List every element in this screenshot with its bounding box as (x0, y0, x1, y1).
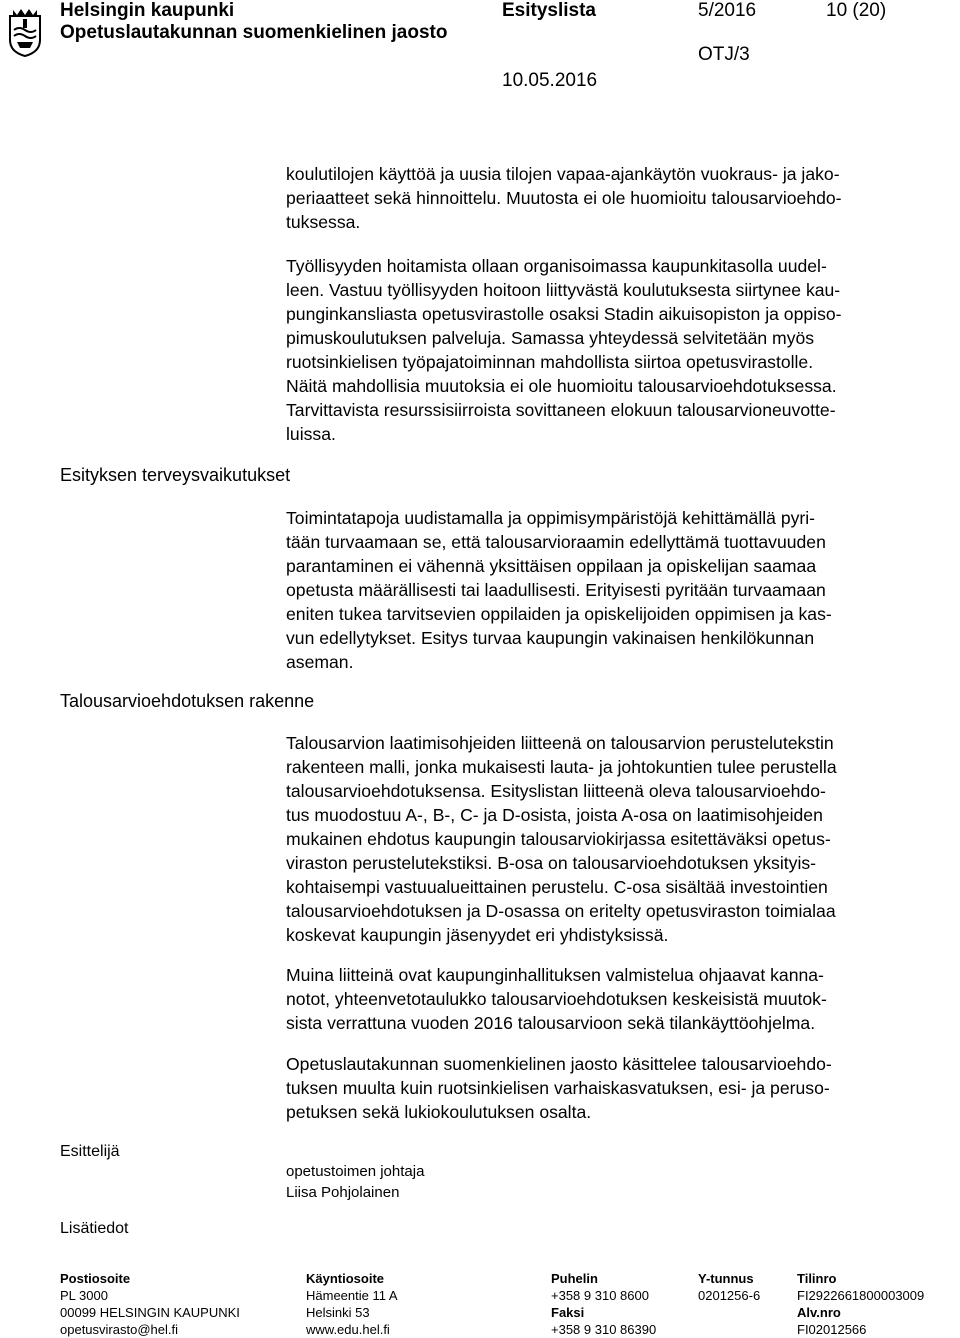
footer-label: Käyntiosoite (306, 1271, 385, 1286)
text-line: notot, yhteenvetotaulukko talousarvioehdotuksen keskeisistä muutok- (286, 989, 827, 1009)
page-number: 10 (20) (826, 0, 887, 21)
paragraph-employment (286, 254, 946, 446)
board-name: Opetuslautakunnan suomenkielinen jaosto (60, 22, 448, 43)
footer-business-id (698, 1270, 760, 1304)
text-line: parantaminen ei vähennä yksittäisen oppilaan ja opiskelijan saamaa (286, 556, 817, 576)
presenter-name: Liisa Pohjolainen (286, 1184, 400, 1201)
footer-value: +358 9 310 8600 (551, 1288, 649, 1303)
text-line: tus muodostuu A-, B-, C- ja D-osista, joista A-osa on laatimisohjeiden (286, 805, 823, 825)
issue-number: 5/2016 (698, 0, 757, 21)
paragraph-budget-structure (286, 731, 946, 947)
text-line: petuksen sekä lukiokoulutuksen osalta. (286, 1102, 592, 1122)
footer-label: Faksi (551, 1305, 585, 1320)
text-line: Talousarvion laatimisohjeiden liitteenä on talousarvion perustelutekstin (286, 733, 834, 753)
text-line: koulutilojen käyttöä ja uusia tilojen vapaa-ajankäytön vuokraus- ja jako- (286, 164, 840, 184)
text-line: talousarvioehdotuksensa. Esityslistan liitteenä oleva talousarvioehdo- (286, 781, 826, 801)
text-line: ruotsinkielisen työpajatoiminnan mahdollista siirtoa opetusvirastolle. (286, 352, 814, 372)
label-budget-structure: Talousarvioehdotuksen rakenne (60, 691, 315, 711)
text-line: tuksen muulta kuin ruotsinkielisen varhaiskasvatuksen, esi- ja peruso- (286, 1078, 830, 1098)
text-line: tuksessa. (286, 212, 361, 232)
footer-value: +358 9 310 86390 (551, 1322, 657, 1337)
text-line: Opetuslautakunnan suomenkielinen jaosto käsittelee talousarvioehdo- (286, 1054, 832, 1074)
paragraph-scope (286, 1052, 946, 1124)
text-line: luissa. (286, 424, 336, 444)
footer-account (797, 1270, 924, 1338)
text-line: koskevat kaupungin jäsenyydet eri yhdistyksissä. (286, 925, 669, 945)
text-line: vun edellytykset. Esitys turvaa kaupungin vakinaisen henkilökunnan (286, 628, 815, 648)
footer-website: www.edu.hel.fi (306, 1322, 390, 1337)
footer-visiting-address (306, 1270, 398, 1338)
text-line: opetusta määrällisesti tai laadullisesti. Erityisesti pyritään turvaamaan (286, 580, 826, 600)
org-name: Helsingin kaupunki (60, 0, 235, 21)
footer-email: opetusvirasto@hel.fi (60, 1322, 178, 1337)
footer-label: Puhelin (551, 1271, 598, 1286)
paragraph-school-facilities (286, 162, 946, 234)
footer-label: Y-tunnus (698, 1271, 754, 1286)
text-line: Tarvittavista resurssisiirroista sovittaneen elokuun talousarvioneuvotte- (286, 400, 836, 420)
text-line: Näitä mahdollisia muutoksia ei ole huomioitu talousarvioehdotuksessa. (286, 376, 837, 396)
text-line: leen. Vastuu työllisyyden hoitoon liittyvästä koulutuksesta siirtynee kau- (286, 280, 841, 300)
agenda-item-code: OTJ/3 (698, 44, 750, 65)
presenter-title: opetustoimen johtaja (286, 1163, 425, 1180)
footer-label: Alv.nro (797, 1305, 841, 1320)
text-line: viraston perustelutekstiksi. B-osa on talousarvioehdotuksen yksityis- (286, 853, 817, 873)
text-line: tään turvaamaan se, että talousarvioraamin edellyttämä tuottavuuden (286, 532, 826, 552)
text-line: kohtaisempi vastuualueittainen perustelu. C-osa sisältää investointien (286, 877, 828, 897)
text-line: Työllisyyden hoitamista ollaan organisoimassa kaupunkitasolla uudel- (286, 256, 827, 276)
text-line: aseman. (286, 652, 354, 672)
text-line: eniten tukea tarvitsevien oppilaiden ja opiskelijoiden oppimisen ja kas- (286, 604, 832, 624)
presenter-block (286, 1161, 424, 1203)
text-line: talousarvioehdotuksen ja D-osassa on eritelty opetusviraston toimialaa (286, 901, 836, 921)
helsinki-crest-icon (6, 6, 44, 58)
text-line: sista verrattuna vuoden 2016 talousarvioon sekä tilankäyttöohjelma. (286, 1013, 816, 1033)
footer-value: FI2922661800003009 (797, 1288, 925, 1303)
label-presenter: Esittelijä (60, 1143, 120, 1160)
footer-value: Hämeentie 11 A (306, 1288, 398, 1303)
footer-label: Tilinro (797, 1271, 837, 1286)
footer-phone (551, 1270, 656, 1338)
text-line: pimuskoulutuksen palveluja. Samassa yhteydessä selvitetään myös (286, 328, 815, 348)
text-line: mukainen ehdotus kaupungin talousarviokirjassa esitettäväksi opetus- (286, 829, 831, 849)
label-more-info: Lisätiedot (60, 1220, 129, 1237)
footer-value: 0201256-6 (698, 1288, 761, 1303)
paragraph-other-attachments (286, 963, 946, 1035)
paragraph-health-effects (286, 506, 946, 674)
text-line: rakenteen malli, jonka mukaisesti lauta- ja johtokuntien tulee perustella (286, 757, 837, 777)
footer-value: 00099 HELSINGIN KAUPUNKI (60, 1305, 240, 1320)
footer-value: FI02012566 (797, 1322, 867, 1337)
meeting-date: 10.05.2016 (502, 70, 598, 91)
document-type: Esityslista (502, 0, 596, 21)
footer-value: Helsinki 53 (306, 1305, 370, 1320)
text-line: Muina liitteinä ovat kaupunginhallituksen valmistelua ohjaavat kanna- (286, 965, 824, 985)
text-line: periaatteet sekä hinnoittelu. Muutosta ei ole huomioitu talousarvioehdo- (286, 188, 842, 208)
text-line: Toimintatapoja uudistamalla ja oppimisympäristöjä kehittämällä pyri- (286, 508, 816, 528)
text-line: punginkansliasta opetusvirastolle osaksi Stadin aikuisopiston ja oppiso- (286, 304, 842, 324)
footer-label: Postiosoite (60, 1271, 131, 1286)
label-health-effects: Esityksen terveysvaikutukset (60, 465, 291, 485)
footer-postal-address (60, 1270, 240, 1338)
footer-value: PL 3000 (60, 1288, 108, 1303)
